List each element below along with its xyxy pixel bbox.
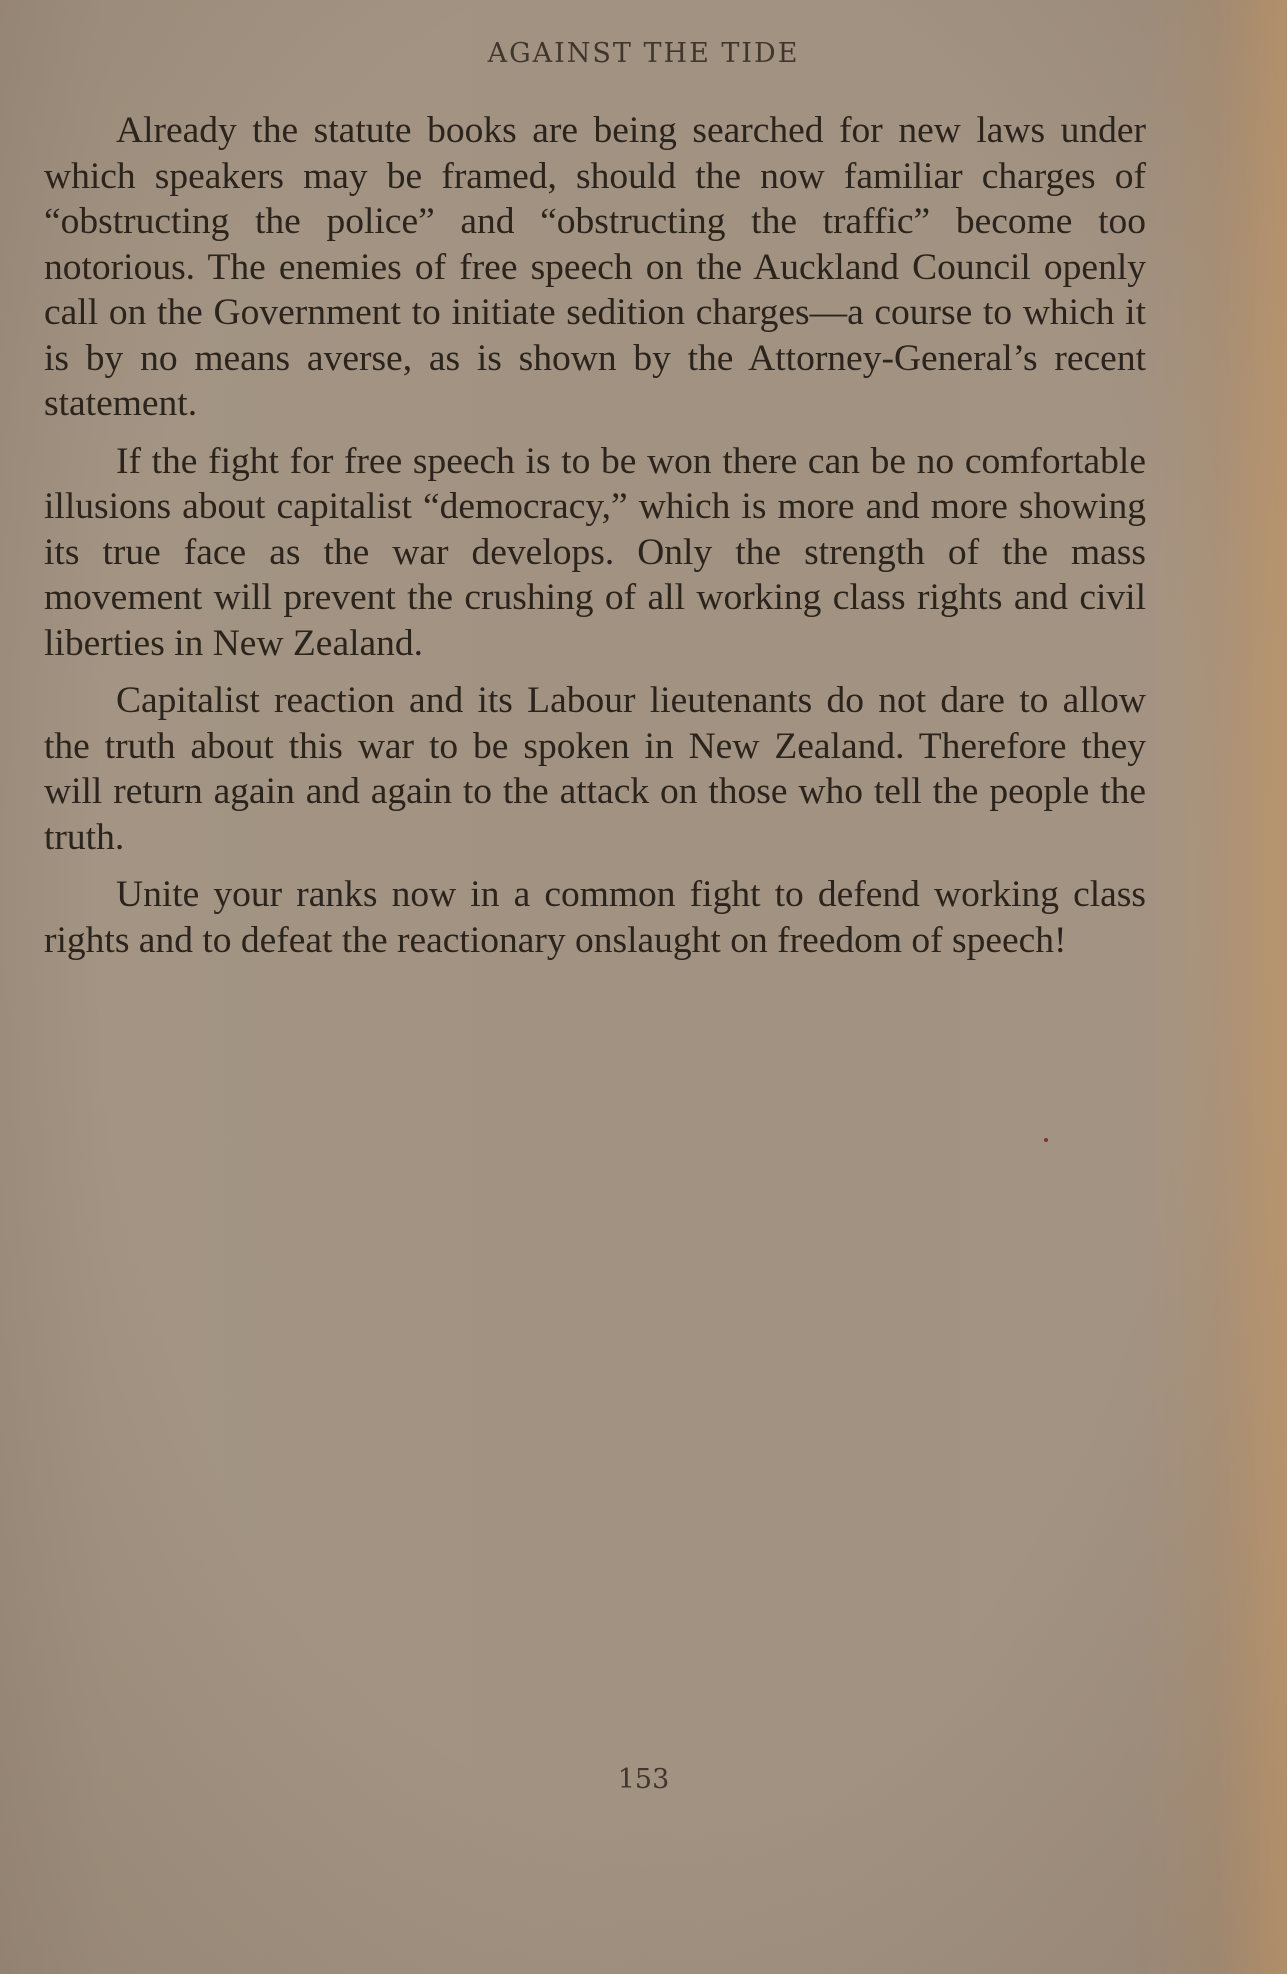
running-head: AGAINST THE TIDE (487, 38, 800, 69)
page-number: 153 (617, 1764, 670, 1795)
paragraph-capitalist-reaction: Capitalist reaction and its Labour lieutenants do not dare to allow the truth about this war to be spoken in New Zealand. Therefore they will return again and again to the attack on those who tell the people the truth. (44, 680, 1146, 858)
paragraph-statute-books: Already the statute books are being searched for new laws under which speakers may be framed, should the now familiar charges of “obstructing the police” and “obstructing the traffic” become too notorious. The enemies of free speech on the Auckland Council openly call on the Government to initiate sedition charges—a course to which it is by no means averse, as is shown by the Attorney-General’s recent statement. (44, 110, 1146, 424)
body-text (44, 108, 1146, 975)
paragraph-free-speech-fight: If the fight for free speech is to be won there can be no comfortable illusions about capitalist “democracy,” which is more and more showing its true face as the war develops. Only the strength of the mass movement will prevent the crushing of all working class rights and civil liberties in New Zealand. (44, 440, 1146, 664)
paragraph-unite-ranks: Unite your ranks now in a common fight to defend working class rights and to defeat the reactionary onslaught on freedom of speech! (44, 874, 1146, 961)
paper-speck (1044, 1138, 1048, 1142)
